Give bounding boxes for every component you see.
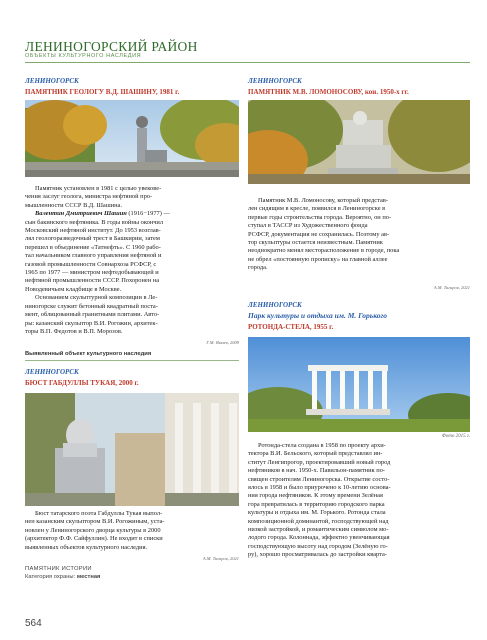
page-number: 564 <box>25 618 42 629</box>
text-line: города. <box>248 264 268 272</box>
text-line: нефтяной промышленности СССР. Похоронен на <box>25 277 160 285</box>
article-heading: БЮСТ ГАБДУЛЛЫ ТУКАЯ, 2000 г. <box>25 379 139 387</box>
text-line: мышленности СССР В.Д. Шашина. <box>25 201 122 209</box>
article-city: ЛЕНИНОГОРСК <box>248 301 302 309</box>
text-line: господствующую высоту над городом (Зелёную го- <box>248 542 388 550</box>
photo-credit: Г.М. Ямаев, 2009 <box>206 340 239 345</box>
text-line: тал начальником главного управления нефтяной и <box>25 252 162 260</box>
protection-category <box>25 574 100 580</box>
text-line: ялось в 1958 и было приурочено к 10-летию основа- <box>248 484 391 492</box>
text-line: Памятник установлен в 1981 с целью увекове- <box>35 185 162 192</box>
article-city: ЛЕНИНОГОРСК <box>25 368 79 376</box>
photo-credit: А.М. Тагиров, 2021 <box>433 285 470 290</box>
text-line: ступал в ТАССР из Художественного фонда <box>248 222 368 230</box>
protection-value: местная <box>76 574 101 580</box>
text-line: ры: казанский скульптор В.И. Рогожин, архитек- <box>25 319 158 327</box>
text-line: Московский нефтяной институт. До 1953 возглав- <box>25 227 161 235</box>
text-line: нефтяников в нач. 1950-х. Павильон-памятник по- <box>248 467 385 475</box>
text-line: 1965 по 1977 — министром нефтедобывающей и <box>25 269 159 277</box>
text-line: ститут Ленгипрогор, проектировавший новый город <box>248 458 391 466</box>
rotunda-article-text <box>248 442 470 560</box>
lomonosov-monument-photo <box>248 100 470 184</box>
heritage-status-note: Выявленный объект культурного наследия <box>25 351 152 357</box>
text-line: торы В.П. Федотов и В.П. Морозов. <box>25 327 123 335</box>
text-line: РСФСР, документация не сохранилась. Поэтому ав- <box>248 230 390 238</box>
park-name: Парк культуры и отдыха им. М. Горького <box>248 311 387 320</box>
shashin-monument-photo <box>25 100 239 177</box>
text-line: неоднократно менял месторасположение в городе, пока <box>248 247 400 255</box>
text-line: композиционной доминантой, господствующей над <box>248 517 389 525</box>
photo-caption: Фото 2015 г. <box>441 434 470 439</box>
text-line: Бюст татарского поэта Габдуллы Тукая выпол- <box>35 510 163 517</box>
text-line: низкой застройкой, и романтическим символом мо- <box>248 526 389 534</box>
article-heading: ПАМЯТНИК ГЕОЛОГУ В.Д. ШАШИНУ, 1981 г. <box>25 88 180 96</box>
text-line: лодого города. Колоннада, эффектно увенчивающая <box>248 534 390 542</box>
text-line: газовой промышленности Совнархоза РСФСР, с <box>25 260 157 268</box>
text-line: нен казанским скульптором В.И. Рогожиным, уста- <box>25 518 165 526</box>
text-line: священ строителям Лениногорска. Открытие состо- <box>248 475 390 483</box>
text-line: тор скульптуры остается неизвестным. Памятник <box>248 239 383 247</box>
region-subtitle: ОБЪЕКТЫ КУЛЬТУРНОГО НАСЛЕДИЯ <box>25 53 142 59</box>
text-line: гора превратилась в территорию городского парка <box>248 500 385 508</box>
text-line: мент, облицованный гранитными плитами. Авто- <box>25 311 160 319</box>
text-line: Валентин Дмитриевич Шашин (1916−1977) — <box>35 210 170 218</box>
text-line: ру), хорошо просматривалась до застройки кварта- <box>248 551 387 559</box>
text-line: первые годы строительства города. Вероятно, он по- <box>248 213 392 221</box>
tukay-article-text <box>25 510 239 552</box>
text-line: ниногорске служит бетонный квадратный постa- <box>25 302 158 310</box>
tukay-bust-photo <box>25 393 239 506</box>
text-line: (архитектор Ф.Ф. Сайфуллин). Не входит в списки <box>25 535 163 543</box>
region-title: ЛЕНИНОГОРСКИЙ РАЙОН <box>25 39 198 54</box>
text-line: лял геологоразведочный трест в Башкирии, затем <box>25 235 160 243</box>
text-line: перешел в объединение «Татнефть». С 1960 рабо- <box>25 243 161 251</box>
text-line: Основанием скульптурной композиции в Ле- <box>35 294 158 302</box>
lomonosov-article-text <box>248 197 470 273</box>
text-line: тектора В.И. Бельского, который представлял ин- <box>248 450 383 458</box>
person-name: Валентин Дмитриевич Шашин <box>35 210 127 218</box>
protection-label: Категория охраны: <box>25 574 76 580</box>
article-city: ЛЕНИНОГОРСК <box>25 77 79 85</box>
section-divider <box>25 360 239 361</box>
shashin-article-text <box>25 185 239 336</box>
text-line: выявленных объектов культурного наследия. <box>25 543 148 551</box>
text-line: Новодевичьем кладбище в Москве. <box>25 285 122 293</box>
text-line: культуры и отдыха им. М. Горького. Ротонда стала <box>248 509 386 517</box>
header-divider <box>25 62 470 63</box>
text-line: сын бакинского нефтяника. В годы войны окончил <box>25 218 164 226</box>
article-heading: РОТОНДА-СТЕЛА, 1955 г. <box>248 323 334 331</box>
article-city: ЛЕНИНОГОРСК <box>248 77 302 85</box>
monument-type: ПАМЯТНИК ИСТОРИИ <box>25 566 92 572</box>
text-line: не обрел «постоянную прописку» на главной аллее <box>248 255 388 263</box>
text-line: лен сидящим в кресле, появился в Лениногорске в <box>248 205 386 213</box>
text-line: Ротонда-стела создана в 1958 по проекту архи- <box>258 442 386 449</box>
rotunda-stela-photo <box>248 337 470 432</box>
article-heading: ПАМЯТНИК М.В. ЛОМОНОСОВУ, кон. 1950-х гг. <box>248 88 409 96</box>
text-line <box>25 210 239 218</box>
text-line: чения заслуг геолога, министра нефтяной про- <box>25 193 153 201</box>
text-line: новлен у Лениногорского дворца культуры в 2000 <box>25 526 161 534</box>
text-line: ния города нефтяников. К этому времени Зелёная <box>248 492 383 500</box>
photo-credit: А.М. Тагиров, 2021 <box>202 556 239 561</box>
text-line: Памятник М.В. Ломоносову, который представ- <box>258 197 388 204</box>
